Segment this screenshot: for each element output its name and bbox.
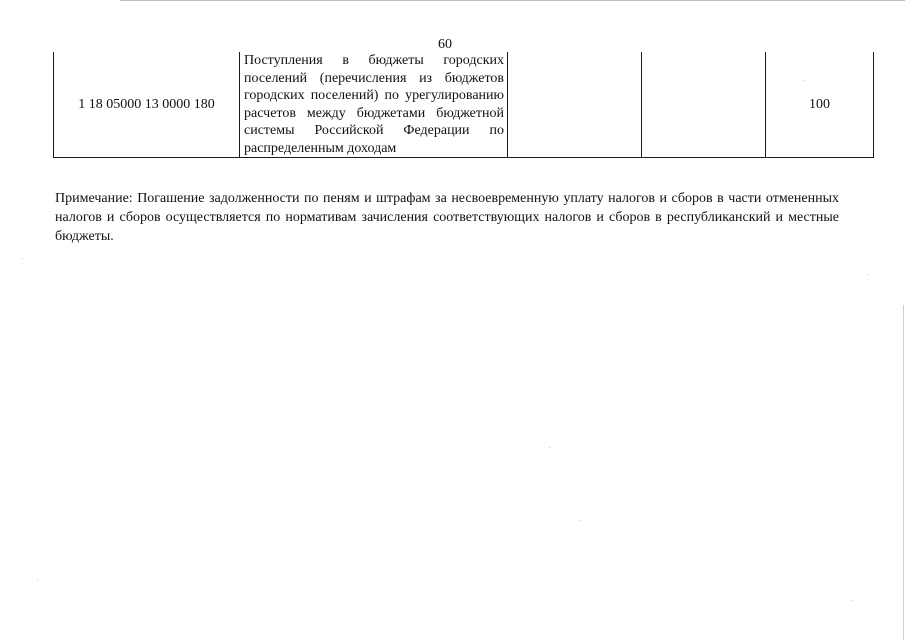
scan-speck: [549, 447, 550, 448]
empty-cell: [508, 52, 642, 158]
scan-speck: [37, 580, 38, 581]
scan-speck: [803, 80, 804, 81]
percent-cell: 100: [766, 52, 874, 158]
scan-speck: [22, 258, 23, 259]
empty-cell: [642, 52, 766, 158]
table-row: [54, 52, 874, 158]
revenue-description-cell: [240, 52, 508, 158]
scan-right-edge: [903, 305, 904, 640]
scan-top-edge: [120, 0, 905, 1]
revenue-description-end: распределенным доходам: [244, 140, 397, 156]
note-paragraph: Примечание: Погашение задолженности по пеням и штрафам за несвоевременную уплату налогов и сборов в части отмененных налогов и сборов осуществляется по нормативам зачисления соответствующих налогов и сборов в республиканский и местные бюджеты.: [55, 191, 839, 244]
scan-speck: [852, 600, 853, 601]
revenue-description-text: Поступления в бюджеты городских поселений (перечисления из бюджетов городских поселений) по урегулированию расчетов между бюджетами бюджетной системы Российской Федерации по: [244, 53, 504, 138]
scan-speck: [580, 520, 581, 521]
budget-revenue-table: [53, 52, 874, 158]
page-number: 60: [438, 37, 452, 52]
scan-speck: [868, 274, 869, 275]
revenue-code-cell: 1 18 05000 13 0000 180: [54, 52, 240, 158]
